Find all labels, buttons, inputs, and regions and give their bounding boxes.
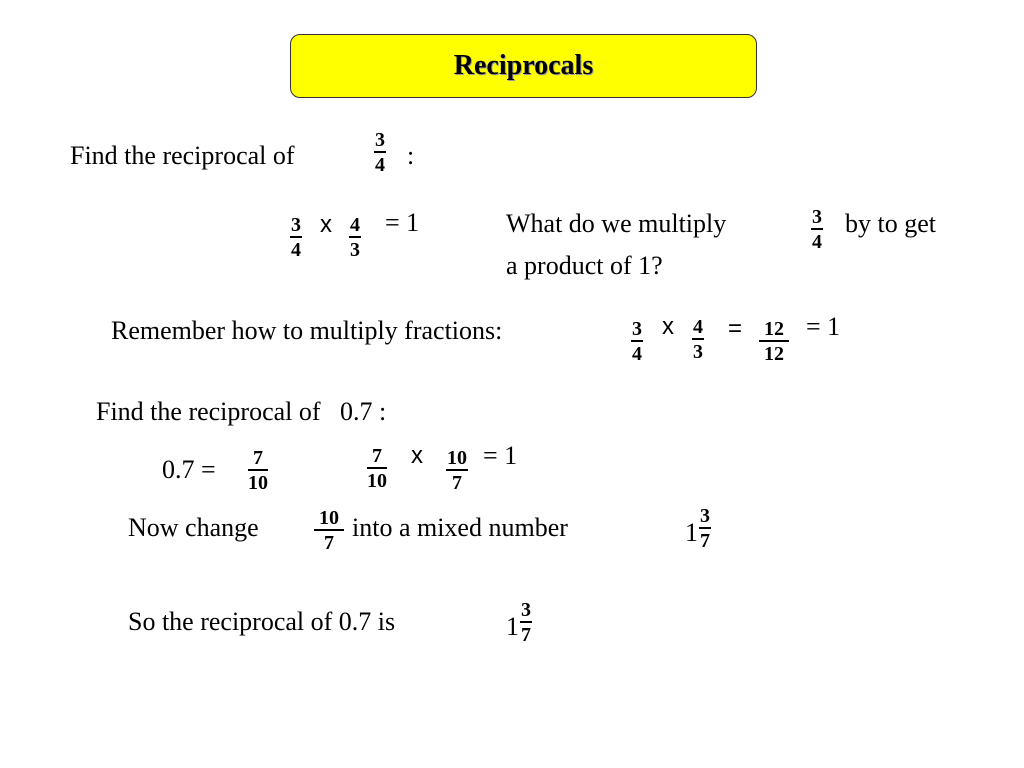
numerator: 3 bbox=[291, 214, 301, 236]
question-text-line2: a product of 1? bbox=[506, 251, 663, 280]
denominator: 12 bbox=[764, 343, 784, 365]
denominator: 4 bbox=[375, 154, 385, 176]
denominator: 3 bbox=[350, 239, 360, 261]
equals-one: = 1 bbox=[483, 441, 518, 470]
numerator: 3 bbox=[812, 206, 822, 228]
fraction-three-quarters bbox=[811, 206, 823, 254]
denominator: 4 bbox=[291, 239, 301, 261]
numerator: 7 bbox=[367, 445, 387, 469]
page-title: Reciprocals bbox=[453, 50, 594, 81]
question-text-part1: What do we multiply bbox=[506, 209, 727, 238]
conclusion-text: So the reciprocal of 0.7 is bbox=[128, 607, 396, 636]
question-text-part2: by to get bbox=[845, 209, 936, 238]
numerator: 10 bbox=[447, 447, 467, 469]
remember-text: Remember how to multiply fractions: bbox=[111, 316, 503, 345]
decimal-equals: 0.7 = bbox=[162, 455, 216, 484]
numerator: 4 bbox=[693, 316, 703, 338]
fraction-ten-sevenths bbox=[446, 447, 468, 495]
equals-one: = 1 bbox=[806, 312, 841, 341]
mixed-number-whole: 1 bbox=[685, 518, 698, 547]
fraction-seven-tenths bbox=[248, 447, 268, 495]
equals-one: = 1 bbox=[385, 208, 420, 237]
denominator: 4 bbox=[632, 343, 642, 365]
numerator: 7 bbox=[248, 447, 268, 471]
title-banner bbox=[290, 34, 757, 98]
numerator: 3 bbox=[632, 318, 642, 340]
find-reciprocal-decimal-text: Find the reciprocal of 0.7 : bbox=[96, 397, 387, 426]
find-reciprocal-text: Find the reciprocal of bbox=[70, 141, 295, 170]
fraction-three-quarters bbox=[631, 318, 643, 366]
numerator: 4 bbox=[350, 214, 360, 236]
fraction-three-quarters bbox=[290, 214, 302, 262]
multiply-sign: x bbox=[320, 211, 332, 238]
denominator: 10 bbox=[248, 472, 268, 494]
mixed-number-fraction bbox=[520, 599, 532, 647]
denominator: 7 bbox=[521, 624, 531, 646]
equals-sign: = bbox=[728, 315, 743, 342]
change-text-part2: into a mixed number bbox=[352, 513, 568, 542]
numerator: 3 bbox=[700, 505, 710, 527]
numerator: 3 bbox=[521, 599, 531, 621]
numerator: 10 bbox=[314, 507, 344, 531]
fraction-twelve-twelfths bbox=[759, 318, 789, 366]
fraction-four-thirds bbox=[349, 214, 361, 262]
multiply-sign: x bbox=[662, 313, 674, 340]
mixed-number-whole: 1 bbox=[506, 612, 519, 641]
fraction-seven-tenths bbox=[367, 445, 387, 493]
numerator: 12 bbox=[759, 318, 789, 342]
fraction-ten-sevenths bbox=[314, 507, 344, 555]
denominator: 4 bbox=[812, 231, 822, 253]
fraction-four-thirds bbox=[692, 316, 704, 364]
denominator: 7 bbox=[700, 530, 710, 552]
multiply-sign: x bbox=[411, 442, 423, 469]
colon: : bbox=[407, 141, 415, 170]
change-text-part1: Now change bbox=[128, 513, 259, 542]
mixed-number-fraction bbox=[699, 505, 711, 553]
fraction-three-quarters bbox=[374, 129, 386, 177]
denominator: 3 bbox=[693, 341, 703, 363]
denominator: 10 bbox=[367, 470, 387, 492]
numerator: 3 bbox=[375, 129, 385, 151]
denominator: 7 bbox=[324, 532, 334, 554]
denominator: 7 bbox=[452, 472, 462, 494]
